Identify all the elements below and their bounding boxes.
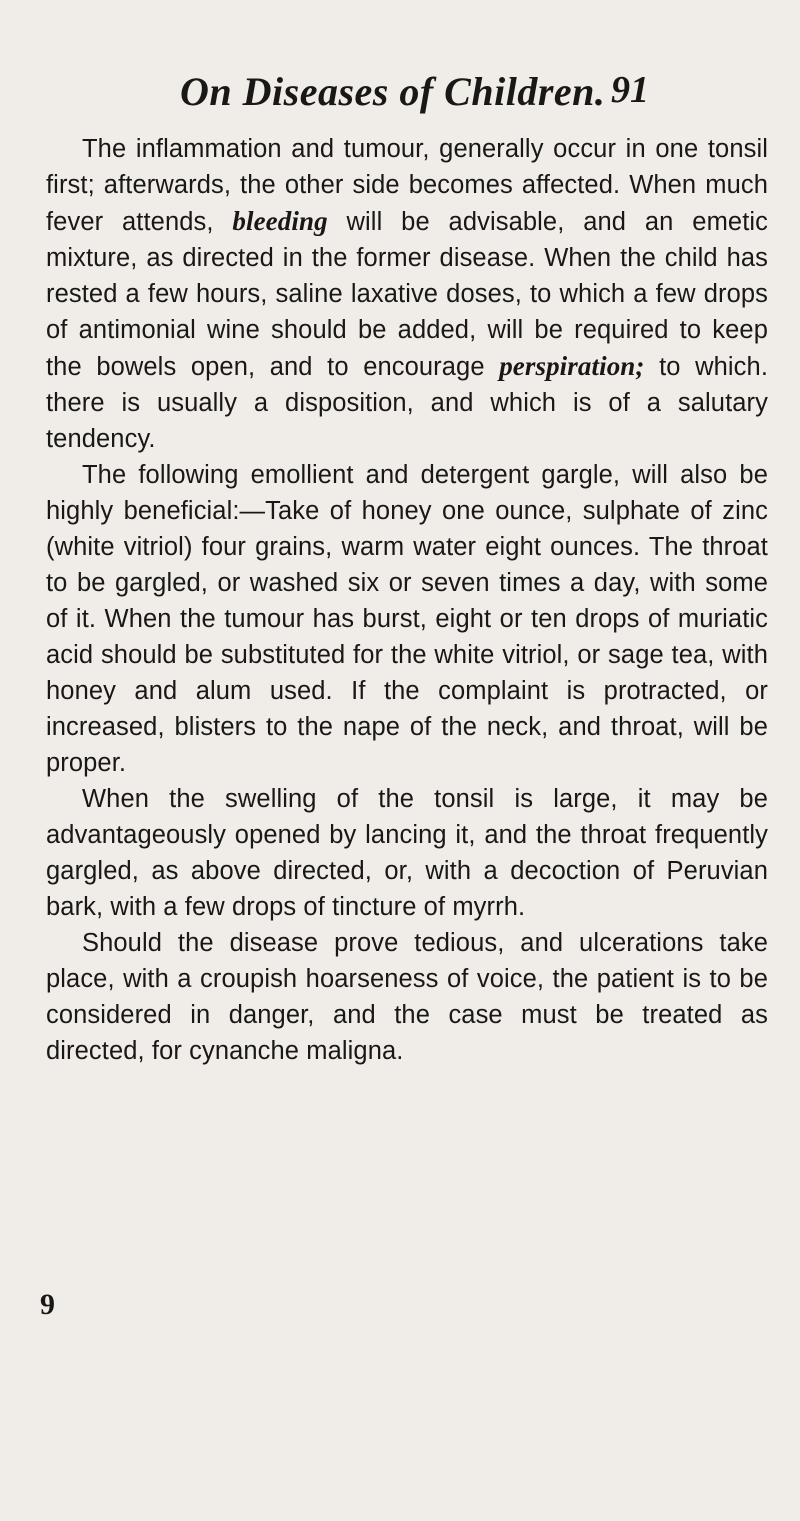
- paragraph-text: to which. there is usually a disposition, and which is of a salutary tendency.: [46, 353, 769, 453]
- body-text: [46, 131, 768, 1069]
- signature-mark: 9: [40, 1288, 55, 1321]
- running-title: On Diseases of Children.: [180, 69, 606, 114]
- paragraph: Should the disease prove tedious, and ulcerations take place, with a croupish hoarseness of voice, the patient is to be considered in danger, and the case must be treated as directed, for cynanche maligna.: [46, 929, 768, 1065]
- paragraph-text: The inflammation and tumour, generally occur in one tonsil first; afterwards, the other side becomes affected. When much fever attends,: [46, 135, 768, 236]
- paragraph: When the swelling of the tonsil is large, it may be advantageously opened by lancing it, and the throat frequently gargled, as above directed, or, with a decoction of Peruvian bark, with a few drops of tincture of myrrh.: [46, 785, 768, 921]
- page-number: 91: [611, 69, 649, 111]
- page-header: [0, 68, 800, 120]
- paragraph: The following emollient and detergent gargle, will also be highly beneficial:—Take of honey one ounce, sulphate of zinc (white vitriol) four grains, warm water eight ounces. The throat to be gargled, or washed six or seven times a day, with some of it. When the tumour has burst, eight or ten drops of muriatic acid should be substituted for the white vitriol, or sage tea, with honey and alum used. If the complaint is protracted, or increased, blisters to the nape of the neck, and throat, will be proper.: [46, 461, 768, 777]
- emphasis-text: bleeding: [232, 206, 328, 236]
- paragraph: [46, 131, 768, 457]
- paragraph-text: will be advisable, and an emetic mixture, as directed in the former disease. When the child has rested a few hours, saline laxative doses, to which a few drops of antimonial wine should be added, will be required to keep the bowels open, and to encourage: [46, 208, 768, 381]
- emphasis-text: perspiration;: [499, 351, 645, 381]
